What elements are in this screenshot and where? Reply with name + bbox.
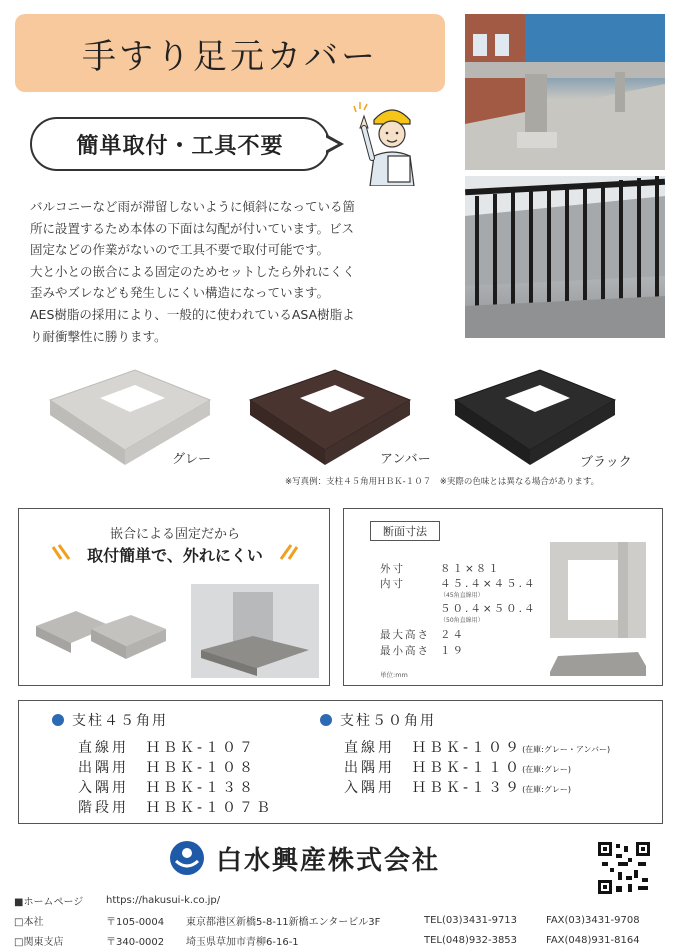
bubble-tail-inner	[325, 137, 338, 151]
photo-handrail-closeup	[465, 14, 665, 170]
model-heading-45-text: 支柱４５角用	[72, 713, 168, 729]
feature-badge-text: 簡単取付・工具不要	[76, 133, 284, 159]
model-row-code: ＨＢＫ-１０８	[146, 760, 257, 776]
worker-illustration	[352, 100, 432, 186]
company-name: 白水興産株式会社	[216, 845, 441, 876]
company-mark-icon	[170, 841, 204, 875]
footer-tel: TEL(048)932-3853	[424, 934, 518, 946]
model-list-50	[344, 737, 610, 797]
photo-balcony-railing	[465, 176, 665, 338]
footer-fax: FAX(048)931-8164	[546, 934, 640, 946]
model-heading-45	[52, 710, 168, 730]
description-line: り耐衝撃性に勝ります。	[30, 328, 167, 344]
model-row	[344, 737, 610, 757]
spec-max-value: ２４	[440, 629, 465, 641]
footer-address: 東京都港区新橋5-8-11新橋エンタービル3F	[186, 916, 381, 928]
page-title: 手すり足元カバー	[82, 36, 378, 77]
accent-slashes-right-icon	[277, 543, 299, 563]
spec-outer-label: 外寸	[380, 563, 405, 575]
model-row-code: ＨＢＫ-１０７	[146, 740, 257, 756]
spec-min-label: 最小高さ	[380, 645, 430, 657]
description-line: 固定などの作業がないので工具不要で取付可能です。	[30, 242, 330, 258]
photo-note: ※写真例：支柱４５角用ＨＢＫ-１０７ ※実際の色味とは異なる場合があります。	[285, 477, 600, 487]
footer-row	[14, 930, 674, 950]
model-heading-50-text: 支柱５０角用	[340, 713, 436, 729]
spec-unit: 単位:mm	[380, 671, 408, 679]
feature-badge	[30, 117, 330, 171]
model-row-code: ＨＢＫ-１３８	[146, 780, 257, 796]
model-row	[78, 757, 273, 777]
model-row-code: ＨＢＫ-１０７Ｂ	[146, 800, 274, 816]
spec-top-view-image	[548, 540, 648, 640]
bullet-dot-icon	[52, 714, 64, 726]
spec-inner-value2: ５０.４×５０.４	[440, 603, 537, 615]
product-description	[30, 196, 455, 347]
fit-panel-line1: 嵌合による固定だから	[109, 527, 240, 542]
footer-address: 埼玉県草加市青柳6-16-1	[186, 936, 299, 948]
model-row-label: 直線用	[344, 740, 395, 756]
model-row-stock: (在庫:グレー)	[522, 765, 571, 774]
footer-label: □本社	[14, 916, 44, 928]
footer-label: ■ホームページ	[14, 896, 84, 908]
footer	[14, 890, 674, 950]
footer-postal: 〒105-0004	[106, 916, 165, 928]
color-label-amber: アンバー	[380, 452, 431, 467]
model-row-label: 直線用	[78, 740, 129, 756]
model-heading-50	[320, 710, 436, 730]
accent-slashes-left-icon	[51, 543, 73, 563]
spec-inner-label: 内寸	[380, 578, 405, 590]
company-logo	[170, 838, 470, 878]
model-row-code: ＨＢＫ-１１０	[412, 760, 523, 776]
description-line: 所に設置するため本体の下面は勾配が付いています。ビス	[30, 220, 355, 236]
description-line: バルコニーなど雨が滞留しないように傾斜になっている箇	[30, 199, 356, 214]
description-line: 大と小との嵌合による固定のためセットしたら外れにくく	[30, 263, 356, 279]
model-row-label: 出隅用	[78, 760, 129, 776]
footer-row	[14, 910, 674, 930]
model-row-label: 入隅用	[78, 780, 129, 796]
fit-parts-image	[31, 601, 171, 671]
model-list-45	[78, 737, 273, 817]
homepage-link[interactable]: https://hakusui-k.co.jp/	[106, 894, 221, 906]
fit-panel-line2: 取付簡単で、外れにくい	[87, 546, 263, 565]
fit-installed-photo	[191, 584, 319, 678]
description-line: 歪みやズレなども発生しにくい構造になっています。	[30, 285, 330, 301]
color-label-gray: グレー	[172, 452, 212, 467]
fit-panel	[18, 508, 330, 686]
model-row-stock: (在庫:グレー)	[522, 785, 571, 794]
spec-side-view-image	[548, 650, 648, 678]
model-row	[344, 757, 610, 777]
model-row	[78, 797, 273, 817]
spec-min-value: １９	[440, 645, 465, 657]
model-row-stock: (在庫:グレー・アンバー)	[522, 745, 611, 754]
footer-fax: FAX(03)3431-9708	[546, 914, 640, 926]
model-row-label: 出隅用	[344, 760, 395, 776]
spec-inner-note1: （45角直線用）	[440, 592, 484, 599]
qr-code-icon[interactable]	[598, 842, 650, 894]
footer-row	[14, 890, 674, 910]
model-row-label: 入隅用	[344, 780, 395, 796]
model-row	[78, 777, 273, 797]
title-banner	[15, 14, 445, 92]
color-label-black: ブラック	[580, 455, 632, 470]
spec-inner-value1: ４５.４×４５.４	[440, 578, 537, 590]
model-row-label: 階段用	[78, 800, 129, 816]
spec-title: 断面寸法	[370, 521, 440, 541]
spec-max-label: 最大高さ	[380, 629, 430, 641]
model-row	[78, 737, 273, 757]
model-row	[344, 777, 610, 797]
model-row-code: ＨＢＫ-１３９	[412, 780, 523, 796]
footer-tel: TEL(03)3431-9713	[424, 914, 518, 926]
spec-outer-value: ８１×８１	[440, 563, 501, 575]
description-line: AES樹脂の採用により、一般的に使われているASA樹脂よ	[30, 306, 355, 322]
model-row-code: ＨＢＫ-１０９	[412, 740, 523, 756]
footer-label: □関東支店	[14, 936, 64, 948]
footer-postal: 〒340-0002	[106, 936, 165, 948]
spec-inner-note2: （50角直線用）	[440, 617, 484, 624]
bullet-dot-icon	[320, 714, 332, 726]
